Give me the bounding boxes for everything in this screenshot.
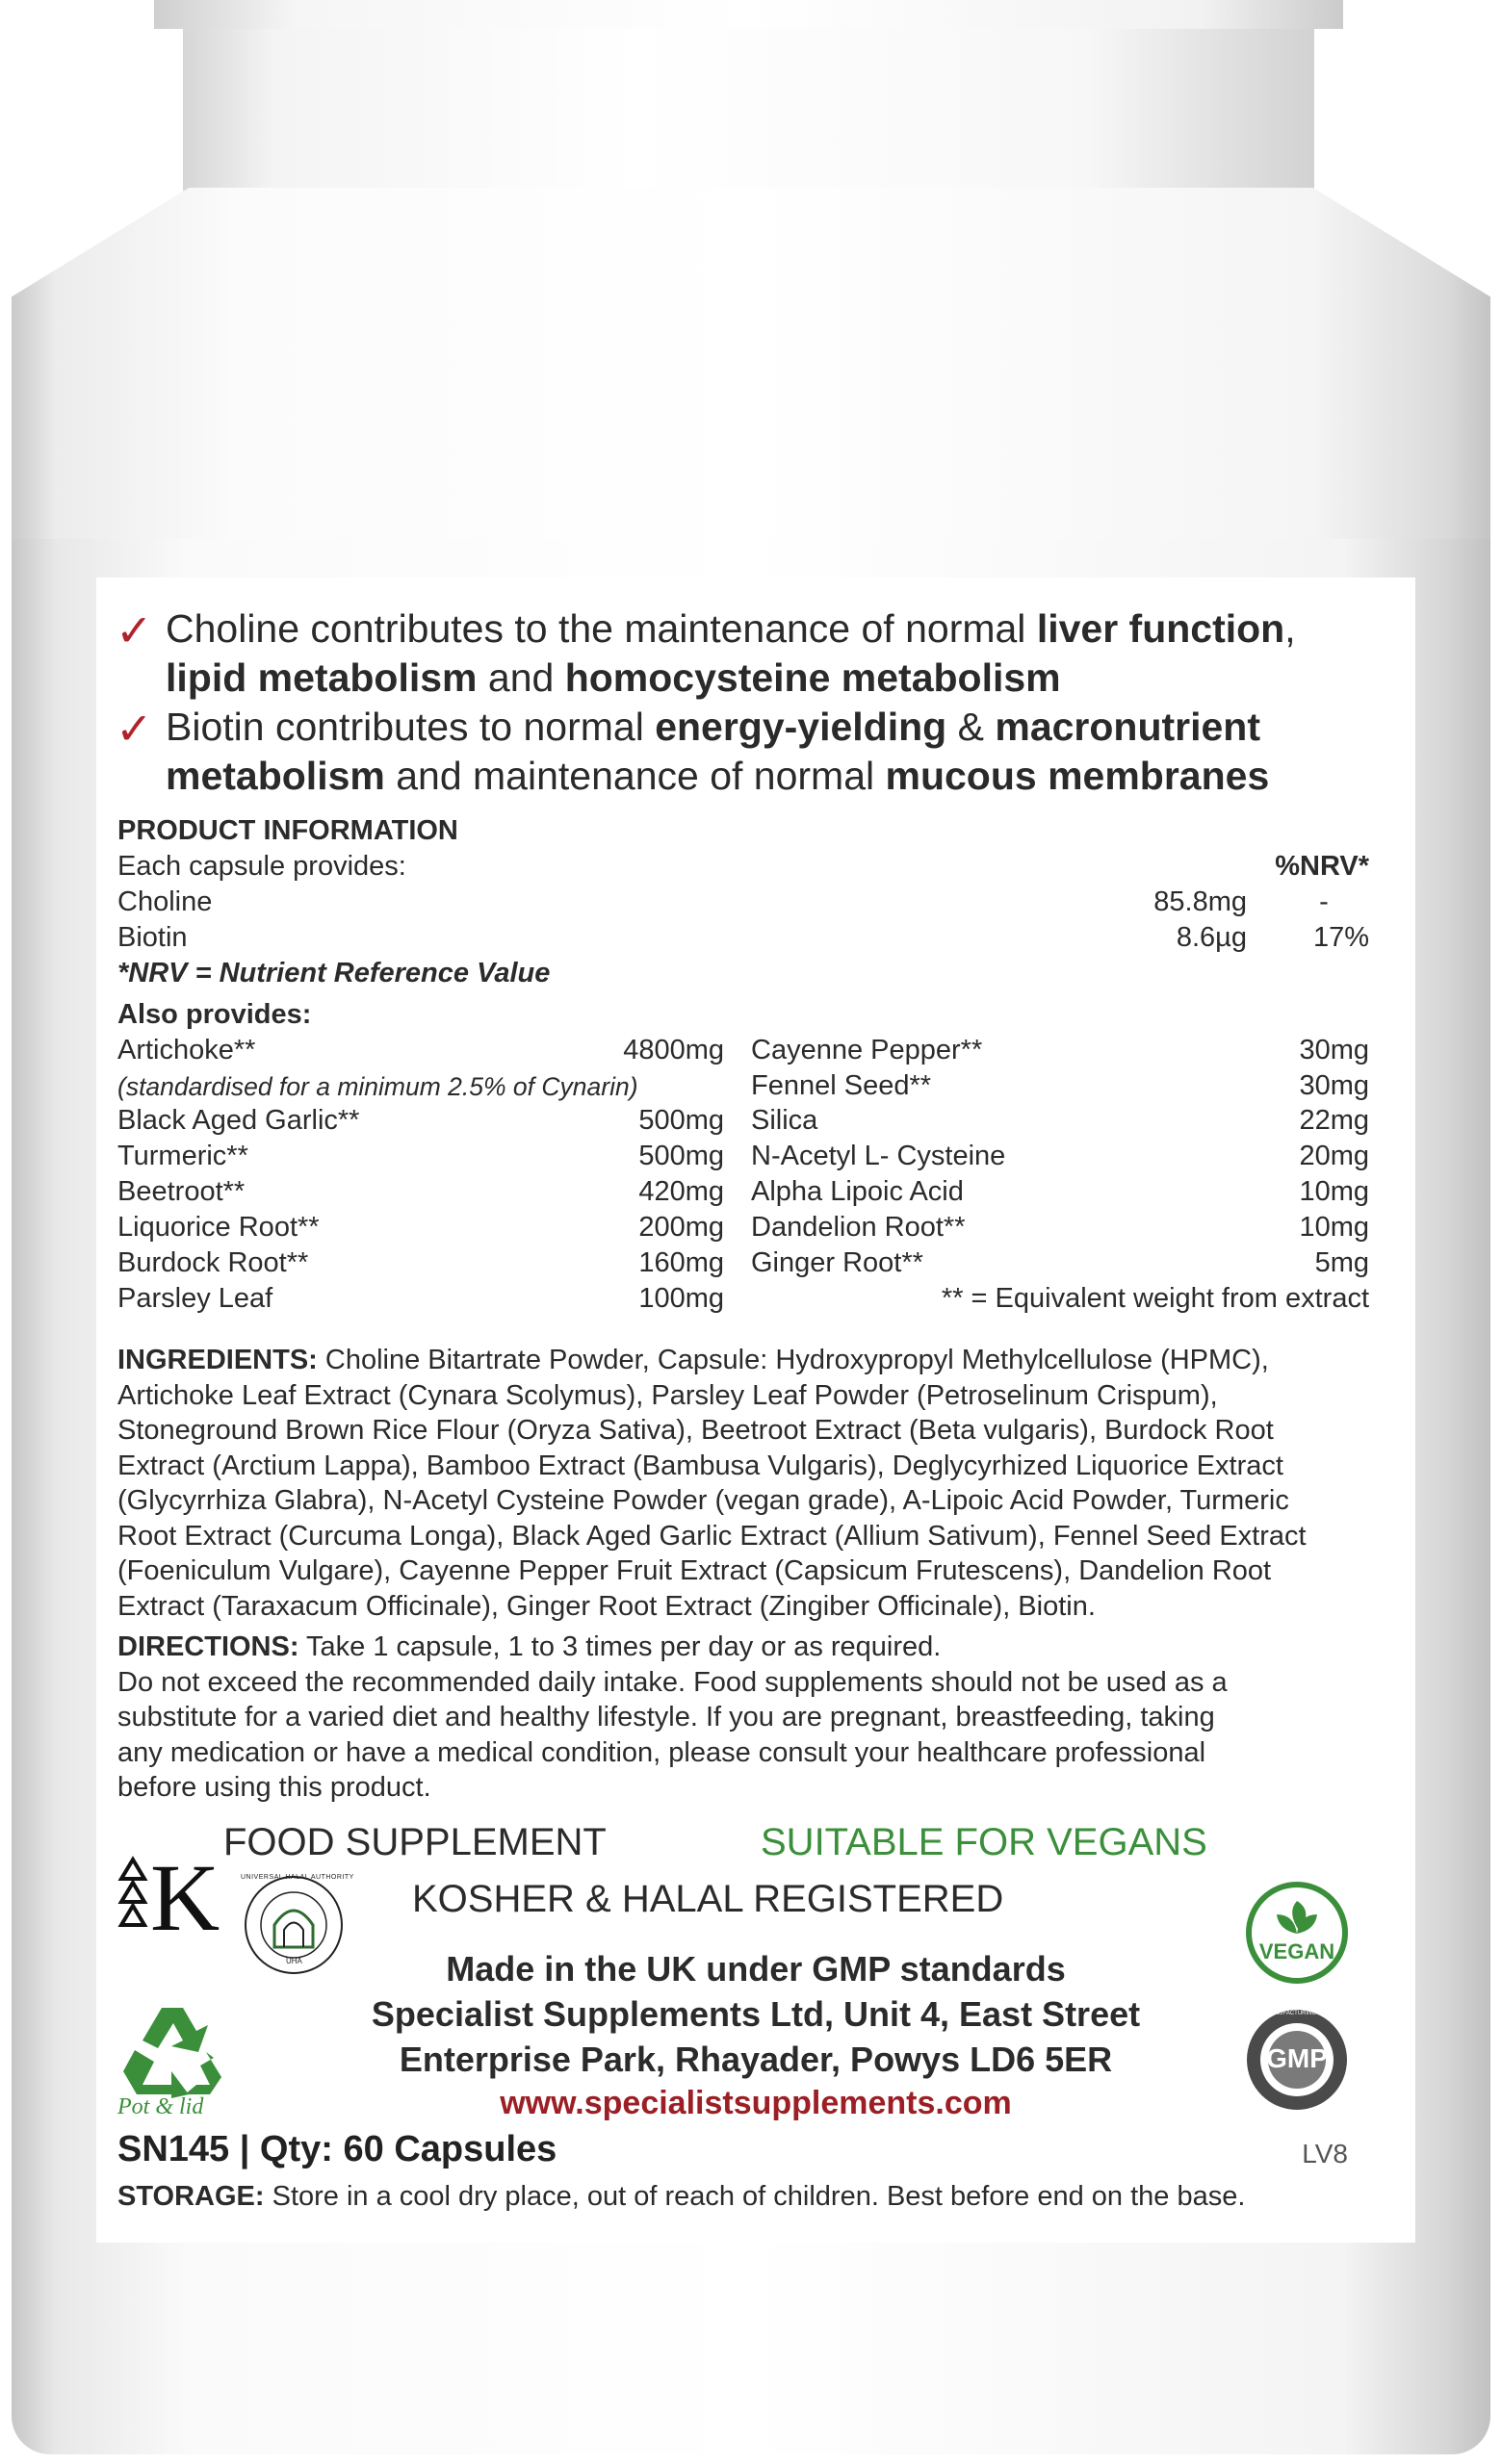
directions-line: Take 1 capsule, 1 to 3 times per day or as required. — [298, 1631, 942, 1662]
ingredients-block — [117, 1343, 1388, 1624]
also-item-amount: 4800mg — [623, 1035, 724, 1065]
also-item-name: Parsley Leaf — [117, 1283, 273, 1314]
also-item-name: Liquorice Root** — [117, 1212, 320, 1243]
bottle-shoulder — [12, 188, 1490, 592]
kosher-logo-icon: K — [116, 1848, 231, 1954]
checkmark-icon: ✓ — [116, 604, 153, 656]
also-item-name: Alpha Lipoic Acid — [751, 1176, 964, 1207]
also-item-amount: 30mg — [1299, 1035, 1369, 1065]
nutrient-amount: 85.8mg — [1153, 886, 1247, 917]
bottle-cap-rim — [154, 0, 1343, 29]
sn-qty-text: SN145 | Qty: 60 Capsules — [117, 2129, 557, 2169]
bottle-cap — [183, 0, 1314, 207]
storage-text: STORAGE: Store in a cool dry place, out of reach of children. Best before end on the base. — [117, 2181, 1246, 2212]
ingredients-line: Stoneground Brown Rice Flour (Oryza Sativa), Beetroot Extract (Beta vulgaris), Burdock Root — [117, 1415, 1274, 1446]
company-address-line1: Specialist Supplements Ltd, Unit 4, East Street — [371, 1994, 1141, 2034]
gmp-badge-icon: GMP GOOD MANUFACTURING PRACTICE — [1244, 2007, 1350, 2113]
also-provides-heading: Also provides: — [117, 999, 312, 1030]
nrv-note: *NRV = Nutrient Reference Value — [117, 958, 551, 988]
directions-line: substitute for a varied diet and healthy lifestyle. If you are pregnant, breastfeeding, taking — [117, 1702, 1215, 1732]
extract-note: ** = Equivalent weight from extract — [941, 1283, 1369, 1314]
halal-logo-icon: UHA UNIVERSAL HALAL AUTHORITY — [241, 1872, 347, 1978]
also-item-note: (standardised for a minimum 2.5% of Cynarin) — [117, 1072, 638, 1101]
also-item-name: N-Acetyl L- Cysteine — [751, 1141, 1006, 1171]
checkmark-icon: ✓ — [116, 703, 153, 755]
also-item-amount: 200mg — [638, 1212, 724, 1243]
also-item-amount: 160mg — [638, 1247, 724, 1278]
also-item-name: Burdock Root** — [117, 1247, 309, 1278]
also-item-name: Turmeric** — [117, 1141, 248, 1171]
ingredients-line: Artichoke Leaf Extract (Cynara Scolymus), Parsley Leaf Powder (Petroselinum Crispum), — [117, 1379, 1218, 1411]
directions-line: Do not exceed the recommended daily intake. Food supplements should not be used as a — [117, 1666, 1228, 1698]
also-item-amount: 420mg — [638, 1176, 724, 1207]
also-item-amount: 10mg — [1299, 1212, 1369, 1243]
also-item-amount: 20mg — [1299, 1141, 1369, 1171]
claim-choline-line2: lipid metabolism and homocysteine metabolism — [166, 655, 1061, 700]
also-item-name: Artichoke** — [117, 1035, 256, 1065]
ingredients-line: (Foeniculum Vulgare), Cayenne Pepper Fruit Extract (Capsicum Frutescens), Dandelion Root — [117, 1555, 1272, 1586]
also-item-amount: 500mg — [638, 1105, 724, 1136]
made-in-uk-text: Made in the UK under GMP standards — [446, 1949, 1066, 1989]
directions-line: before using this product. — [117, 1772, 431, 1803]
ingredients-line: Extract (Taraxacum Officinale), Ginger Root Extract (Zingiber Officinale), Biotin. — [117, 1590, 1096, 1622]
also-item-name: Beetroot** — [117, 1176, 246, 1207]
ingredients-line: Choline Bitartrate Powder, Capsule: Hydroxypropyl Methylcellulose (HPMC), — [317, 1345, 1269, 1375]
also-item-name: Fennel Seed** — [751, 1070, 932, 1101]
company-address-line2: Enterprise Park, Rhayader, Powys LD6 5ER — [399, 2040, 1113, 2079]
also-item-name: Dandelion Root** — [751, 1212, 966, 1243]
ingredients-label: INGREDIENTS: — [117, 1345, 318, 1375]
also-item-name: Black Aged Garlic** — [117, 1105, 360, 1136]
website-link[interactable]: www.specialistsupplements.com — [500, 2085, 1012, 2121]
vegan-badge-icon: VEGAN — [1244, 1880, 1350, 1986]
directions-line: any medication or have a medical condition, please consult your healthcare professional — [117, 1736, 1206, 1768]
each-capsule-text: Each capsule provides: — [117, 851, 406, 882]
nutrient-nrv: - — [1319, 886, 1329, 917]
claim-biotin-line2: metabolism and maintenance of normal mucous membranes — [166, 754, 1270, 798]
product-info-heading: PRODUCT INFORMATION — [117, 815, 458, 846]
suitable-vegans-text: SUITABLE FOR VEGANS — [761, 1821, 1207, 1863]
also-item-name: Silica — [751, 1105, 818, 1136]
ingredients-line: Extract (Arctium Lappa), Bamboo Extract (Bambusa Vulgaris), Deglycyrhized Liquorice Extract — [117, 1450, 1283, 1481]
ingredients-line: (Glycyrrhiza Glabra), N-Acetyl Cysteine Powder (vegan grade), A-Lipoic Acid Powder, Turmeric — [117, 1485, 1289, 1516]
kosher-halal-text: KOSHER & HALAL REGISTERED — [412, 1878, 1004, 1920]
also-item-amount: 100mg — [638, 1283, 724, 1314]
nutrient-name: Biotin — [117, 922, 188, 953]
product-label — [96, 578, 1415, 2243]
also-item-amount: 30mg — [1299, 1070, 1369, 1101]
also-item-amount: 22mg — [1299, 1105, 1369, 1136]
claim-choline-line1: Choline contributes to the maintenance of normal liver function, — [166, 606, 1296, 651]
directions-block — [117, 1630, 1388, 1806]
also-item-amount: 5mg — [1314, 1247, 1369, 1278]
directions-label: DIRECTIONS: — [117, 1631, 299, 1662]
nutrient-amount: 8.6µg — [1176, 922, 1247, 953]
also-item-name: Ginger Root** — [751, 1247, 923, 1278]
also-item-amount: 10mg — [1299, 1176, 1369, 1207]
food-supplement-text: FOOD SUPPLEMENT — [223, 1821, 607, 1863]
also-item-amount: 500mg — [638, 1141, 724, 1171]
nutrient-nrv: 17% — [1312, 922, 1369, 953]
lv-code: LV8 — [1302, 2139, 1348, 2169]
nrv-header: %NRV* — [1275, 851, 1369, 882]
also-item-name: Cayenne Pepper** — [751, 1035, 983, 1065]
ingredients-line: Root Extract (Curcuma Longa), Black Aged Garlic Extract (Allium Sativum), Fennel Seed Extract — [117, 1520, 1307, 1552]
nutrient-name: Choline — [117, 886, 213, 917]
recycle-icon: Pot & lid — [114, 2002, 229, 2122]
claim-biotin-line1: Biotin contributes to normal energy-yielding & macronutrient — [166, 705, 1261, 749]
